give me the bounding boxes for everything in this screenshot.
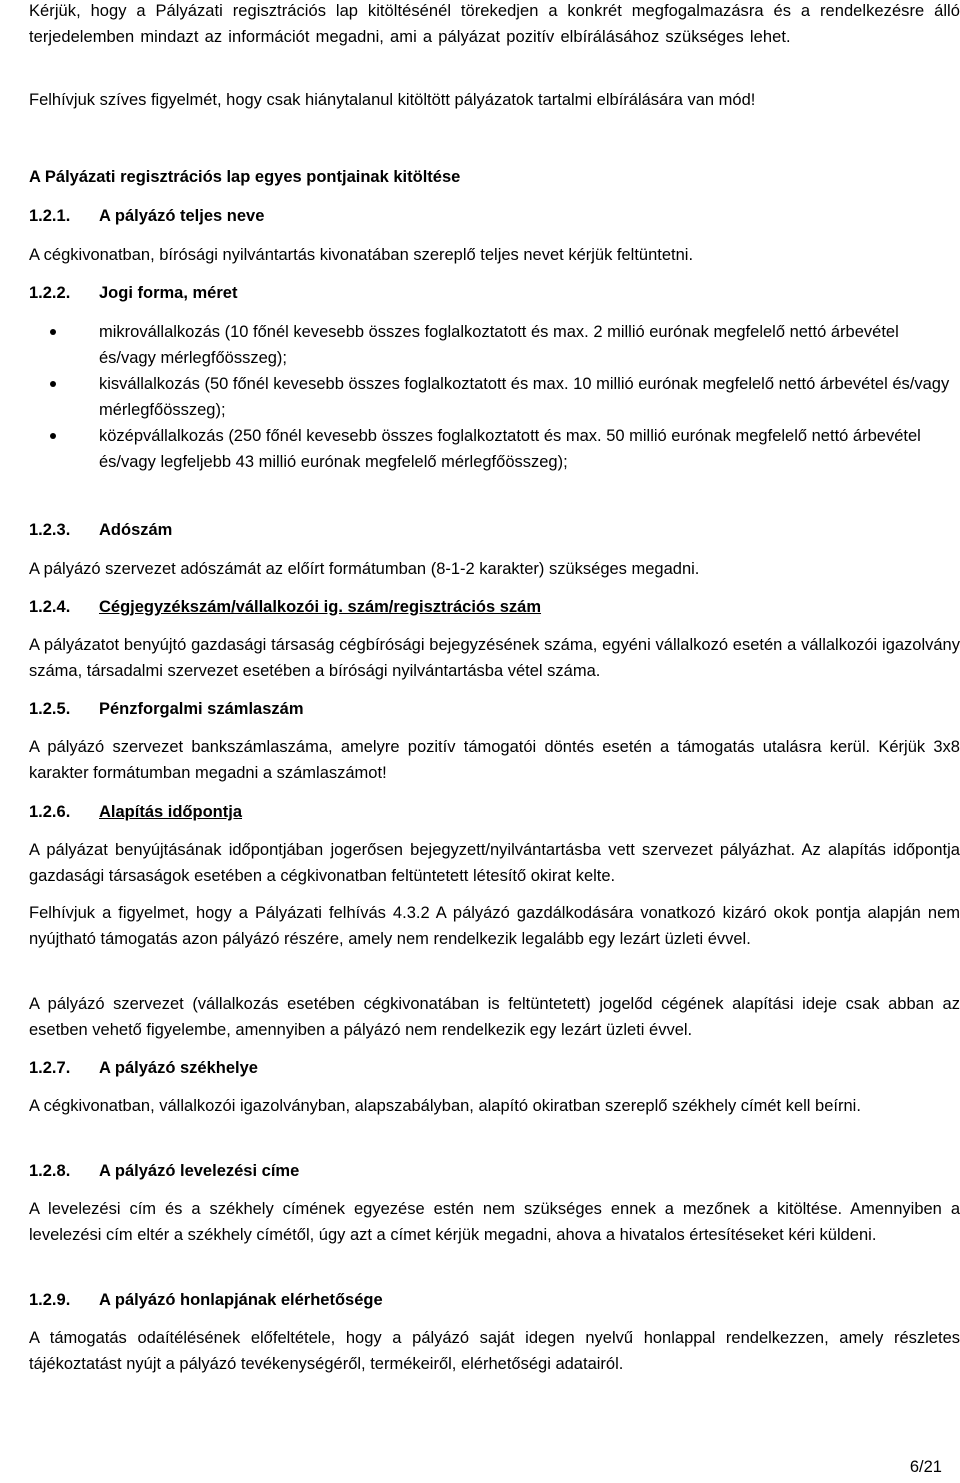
section-text-128: A levelezési cím és a székhely címének egyezése estén nem szükséges ennek a mezőnek a kitöltése. Amennyiben a levelezési cím eltér a székhely címétől, úgy azt a címet kérjük megadni, ahova a hivatalos értesítéseket kéri küldeni.: [29, 1200, 960, 1244]
section-title: A pályázó levelezési címe: [99, 1162, 300, 1180]
section-number: 1.2.8.: [29, 1162, 71, 1180]
section-title: A pályázó székhelye: [99, 1059, 258, 1077]
bullet-icon: [50, 433, 56, 439]
section-number: 1.2.1.: [29, 207, 71, 225]
bullet-icon: [50, 329, 56, 335]
section-title: Alapítás időpontja: [99, 803, 243, 821]
section-text-126-b: Felhívjuk a figyelmet, hogy a Pályázati felhívás 4.3.2 A pályázó gazdálkodására vonatkozó kizáró okok pontja alapján nem nyújtható támogatás azon pályázó részére, amely nem rendelkezik legalább egy lezárt üzleti évvel.: [29, 904, 960, 948]
section-number: 1.2.7.: [29, 1059, 71, 1077]
section-number: 1.2.5.: [29, 700, 71, 718]
section-title: Pénzforgalmi számlaszám: [99, 700, 304, 718]
intro-paragraph-1: Kérjük, hogy a Pályázati regisztrációs lap kitöltésénél törekedjen a konkrét megfogalmazásra és a rendelkezésre álló terjedelemben mindazt az információt megadni, ami a pályázat pozitív elbírálásához szükséges lehet.: [29, 2, 960, 46]
section-heading-121: [29, 203, 264, 229]
section-number: 1.2.3.: [29, 521, 71, 539]
page-number: 6/21: [909, 1458, 942, 1476]
section-text-124: A pályázatot benyújtó gazdasági társaság cégbírósági bejegyzésének száma, egyéni vállalkozó esetén a vállalkozói igazolvány száma, társadalmi szervezet esetében a bírósági nyilvántartásba vétel száma.: [29, 636, 960, 680]
section-title: Jogi forma, méret: [99, 284, 238, 302]
section-heading-129: [29, 1287, 383, 1313]
section-heading-123: [29, 517, 172, 543]
section-title: A pályázó honlapjának elérhetősége: [99, 1291, 383, 1309]
main-heading: A Pályázati regisztrációs lap egyes pontjainak kitöltése: [29, 168, 461, 186]
section-heading-124: [29, 594, 541, 620]
section-title: A pályázó teljes neve: [99, 207, 265, 225]
section-heading-128: [29, 1158, 299, 1184]
section-text-127: A cégkivonatban, vállalkozói igazolványban, alapszabályban, alapító okiratban szereplő székhely címét kell beírni.: [29, 1097, 861, 1115]
list-item: kisvállalkozás (50 főnél kevesebb összes foglalkoztatott és max. 10 millió eurónak megfelelő nettó árbevétel és/vagy mérlegfőösszeg);: [29, 371, 960, 423]
bullet-icon: [50, 381, 56, 387]
intro-paragraph-2: Felhívjuk szíves figyelmét, hogy csak hiánytalanul kitöltött pályázatok tartalmi elbírálására van mód!: [29, 91, 756, 109]
section-heading-126: [29, 799, 242, 825]
section-text-125: A pályázó szervezet bankszámlaszáma, amelyre pozitív támogatói döntés esetén a támogatás utalásra kerül. Kérjük 3x8 karakter formátumban megadni a számlaszámot!: [29, 738, 960, 782]
list-item: középvállalkozás (250 főnél kevesebb összes foglalkoztatott és max. 50 millió eurónak megfelelő nettó árbevétel és/vagy legfeljebb 43 millió eurónak megfelelő mérlegfőösszeg);: [29, 423, 960, 475]
list-item: mikrovállalkozás (10 főnél kevesebb összes foglalkoztatott és max. 2 millió eurónak megfelelő nettó árbevétel és/vagy mérlegfőösszeg);: [29, 319, 960, 371]
section-text-126-a: A pályázat benyújtásának időpontjában jogerősen bejegyzett/nyilvántartásba vett szervezet pályázhat. Az alapítás időpontja gazdasági társaságok esetében a cégkivonatban feltüntetett létesítő okirat kelte.: [29, 841, 960, 885]
section-heading-127: [29, 1055, 258, 1081]
section-text-129: A támogatás odaítélésének előfeltétele, hogy a pályázó saját idegen nyelvű honlappal rendelkezzen, amely részletes tájékoztatást nyújt a pályázó tevékenységéről, termékeiről, elérhetőségi adatairól.: [29, 1329, 960, 1373]
section-text-123: A pályázó szervezet adószámát az előírt formátumban (8-1-2 karakter) szükséges megadni.: [29, 560, 700, 578]
section-heading-125: [29, 696, 304, 722]
section-text-121: A cégkivonatban, bírósági nyilvántartás kivonatában szereplő teljes nevet kérjük feltüntetni.: [29, 246, 694, 264]
section-number: 1.2.4.: [29, 598, 71, 616]
section-title: Adószám: [99, 521, 173, 539]
section-number: 1.2.2.: [29, 284, 71, 302]
section-text-126-c: A pályázó szervezet (vállalkozás esetében cégkivonatában is feltüntetett) jogelőd cégének alapítási ideje csak abban az esetben vehető figyelembe, amennyiben a pályázó nem rendelkezik egy lezárt üzleti évvel.: [29, 995, 960, 1039]
section-number: 1.2.6.: [29, 803, 71, 821]
section-heading-122: [29, 280, 237, 306]
legal-form-list: [29, 319, 960, 475]
section-number: 1.2.9.: [29, 1291, 71, 1309]
section-title: Cégjegyzékszám/vállalkozói ig. szám/regisztrációs szám: [99, 598, 542, 616]
